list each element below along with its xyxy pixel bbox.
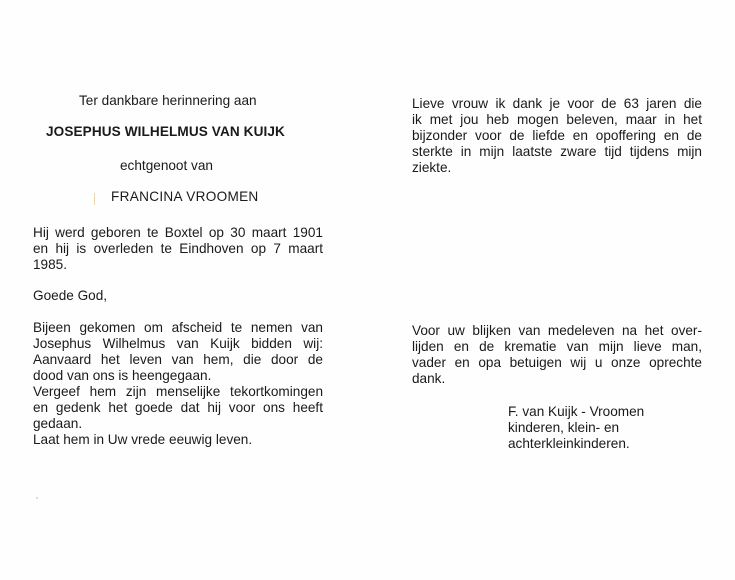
prayer-line-6: en gedenk het goede dat hij voor ons heeft [33,400,323,415]
relation-text: echtgenoot van [120,158,213,173]
prayer-line-1: Bijeen gekomen om afscheid te nemen van [33,320,323,335]
intro-text: Ter dankbare herinnering aan [79,93,257,108]
signature-line-1: F. van Kuijk - Vroomen [508,404,645,419]
prayer-line-2: Josephus Wilhelmus van Kuijk bidden wij: [33,336,323,351]
thanks-wife-line-1: Lieve vrouw ik dank je voor de 63 jaren die [412,96,702,111]
prayer-line-8: Laat hem in Uw vrede eeuwig leven. [33,432,253,447]
birth-line-2: en hij is overleden te Eindhoven op 7 maart [33,241,323,256]
thanks-wife-line-2: ik met jou heb mogen beleven, maar in het [412,112,702,127]
signature-line-3: achterkleinkinderen. [508,436,630,451]
thanks-all-line-4: dank. [412,371,446,386]
thanks-wife-line-3: bijzonder voor de liefde en opoffering en de [412,128,702,143]
print-speck [36,497,38,499]
signature-line-2: kinderen, klein- en [508,420,620,435]
thanks-all-line-2: lijden en de krematie van mijn lieve man, [412,339,702,354]
prayer-line-5: Vergeef hem zijn menselijke tekortkomingen [33,384,323,399]
birth-line-3: 1985. [33,257,68,272]
ink-mark [94,193,95,205]
prayer-line-4: dood van ons is heengegaan. [33,368,212,383]
thanks-wife-line-4: sterkte in mijn laatste zware tijd tijdens mijn [412,144,702,159]
greeting: Goede God, [33,288,108,303]
prayer-line-7: gedaan. [33,416,83,431]
thanks-all-line-3: vader en opa betuigen wij u onze oprechte [412,355,702,370]
prayer-line-3: Aanvaard het leven van hem, die door de [33,352,323,367]
deceased-name: JOSEPHUS WILHELMUS VAN KUIJK [46,124,285,139]
birth-line-1: Hij werd geboren te Boxtel op 30 maart 1901 [33,225,323,240]
thanks-all-line-1: Voor uw blijken van medeleven na het over- [412,323,702,338]
spouse-name: FRANCINA VROOMEN [111,189,259,204]
thanks-wife-line-5: ziekte. [412,160,452,175]
